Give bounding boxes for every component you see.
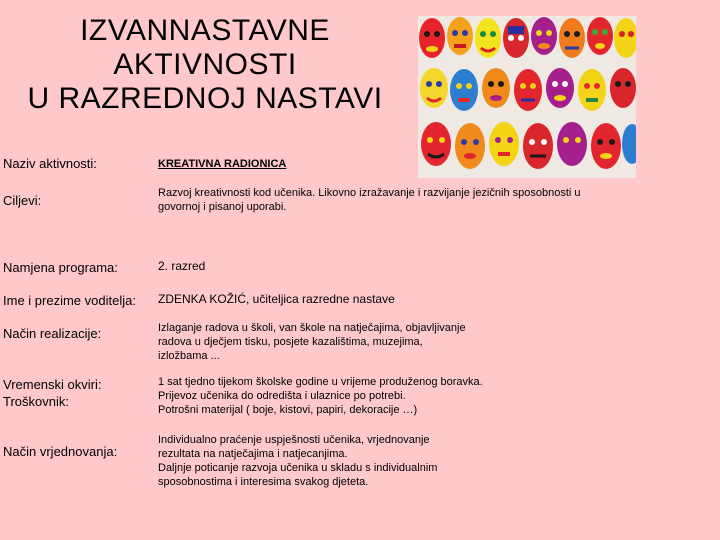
- timeframe-costs-line: Potrošni materijal ( boje, kistovi, papiri, dekoracije …): [158, 404, 418, 416]
- activity-name-label: Naziv aktivnosti:: [3, 156, 97, 171]
- mask-painting: [503, 18, 529, 58]
- costs-label: Troškovnik:: [3, 394, 69, 409]
- realization-line: radova u dječjem tisku, posjete kazalištima, muzejima,: [158, 336, 423, 348]
- title-line-1: IZVANNASTAVNE: [80, 14, 330, 47]
- timeframe-costs-line: 1 sat tjedno tijekom školske godine u vrijeme produženog boravka.: [158, 376, 483, 388]
- evaluation-line: sposobnostima i interesima svakog djeteta.: [158, 476, 369, 488]
- realization-label: Način realizacije:: [3, 326, 102, 341]
- evaluation-line: Individualno praćenje uspješnosti učenika, vrjednovanje: [158, 434, 430, 446]
- mask-painting: [559, 18, 585, 58]
- timeframe-costs-line: Prijevoz učenika do odredišta i ulaznice po potrebi.: [158, 390, 406, 402]
- goals-value: [158, 186, 678, 214]
- mask-painting: [447, 17, 473, 55]
- leader-name-value: [158, 292, 678, 306]
- mask-painting: [587, 17, 613, 55]
- mask-painting: [578, 69, 606, 111]
- title-line-3: U RAZREDNOJ NASTAVI: [27, 82, 383, 115]
- program-purpose-value: [158, 259, 678, 273]
- timeframe-costs-value: [158, 375, 678, 417]
- program-purpose-label: Namjena programa:: [3, 260, 118, 275]
- timeframe-label: Vremenski okviri:: [3, 377, 102, 392]
- evaluation-value: [158, 433, 678, 489]
- mask-painting: [546, 68, 574, 108]
- title-line-2: AKTIVNOSTI: [113, 48, 297, 81]
- page-title: [0, 14, 410, 116]
- program-purpose-text: 2. razred: [158, 259, 206, 273]
- mask-painting: [450, 69, 478, 111]
- mask-painting: [482, 68, 510, 108]
- evaluation-label: Način vrjednovanja:: [3, 444, 118, 459]
- evaluation-line: rezultata na natječajima i natjecanjima.: [158, 448, 348, 460]
- children-mask-paintings-photo: [418, 16, 636, 178]
- realization-value: [158, 321, 678, 363]
- mask-painting: [610, 68, 636, 108]
- leader-name-text: ZDENKA KOŽIĆ, učiteljica razredne nastave: [158, 292, 395, 306]
- mask-painting: [475, 18, 501, 58]
- goals-line: Razvoj kreativnosti kod učenika. Likovno izražavanje i razvijanje jezičnih sposobnosti u: [158, 187, 581, 199]
- realization-line: izložbama ...: [158, 350, 220, 362]
- mask-painting: [419, 18, 445, 58]
- activity-name-value: [158, 157, 678, 171]
- evaluation-line: Daljnje poticanje razvoja učenika u skladu s individualnim: [158, 462, 438, 474]
- mask-paintings-illustration: [418, 16, 636, 178]
- activity-name-text: KREATIVNA RADIONICA: [158, 158, 287, 170]
- goals-line: govornoj i pisanoj uporabi.: [158, 201, 287, 213]
- goals-label: Ciljevi:: [3, 193, 42, 208]
- realization-line: Izlaganje radova u školi, van škole na natječajima, objavljivanje: [158, 322, 466, 334]
- leader-name-label: Ime i prezime voditelja:: [3, 293, 136, 308]
- mask-painting: [514, 69, 542, 111]
- mask-painting: [420, 68, 448, 108]
- mask-painting: [531, 17, 557, 55]
